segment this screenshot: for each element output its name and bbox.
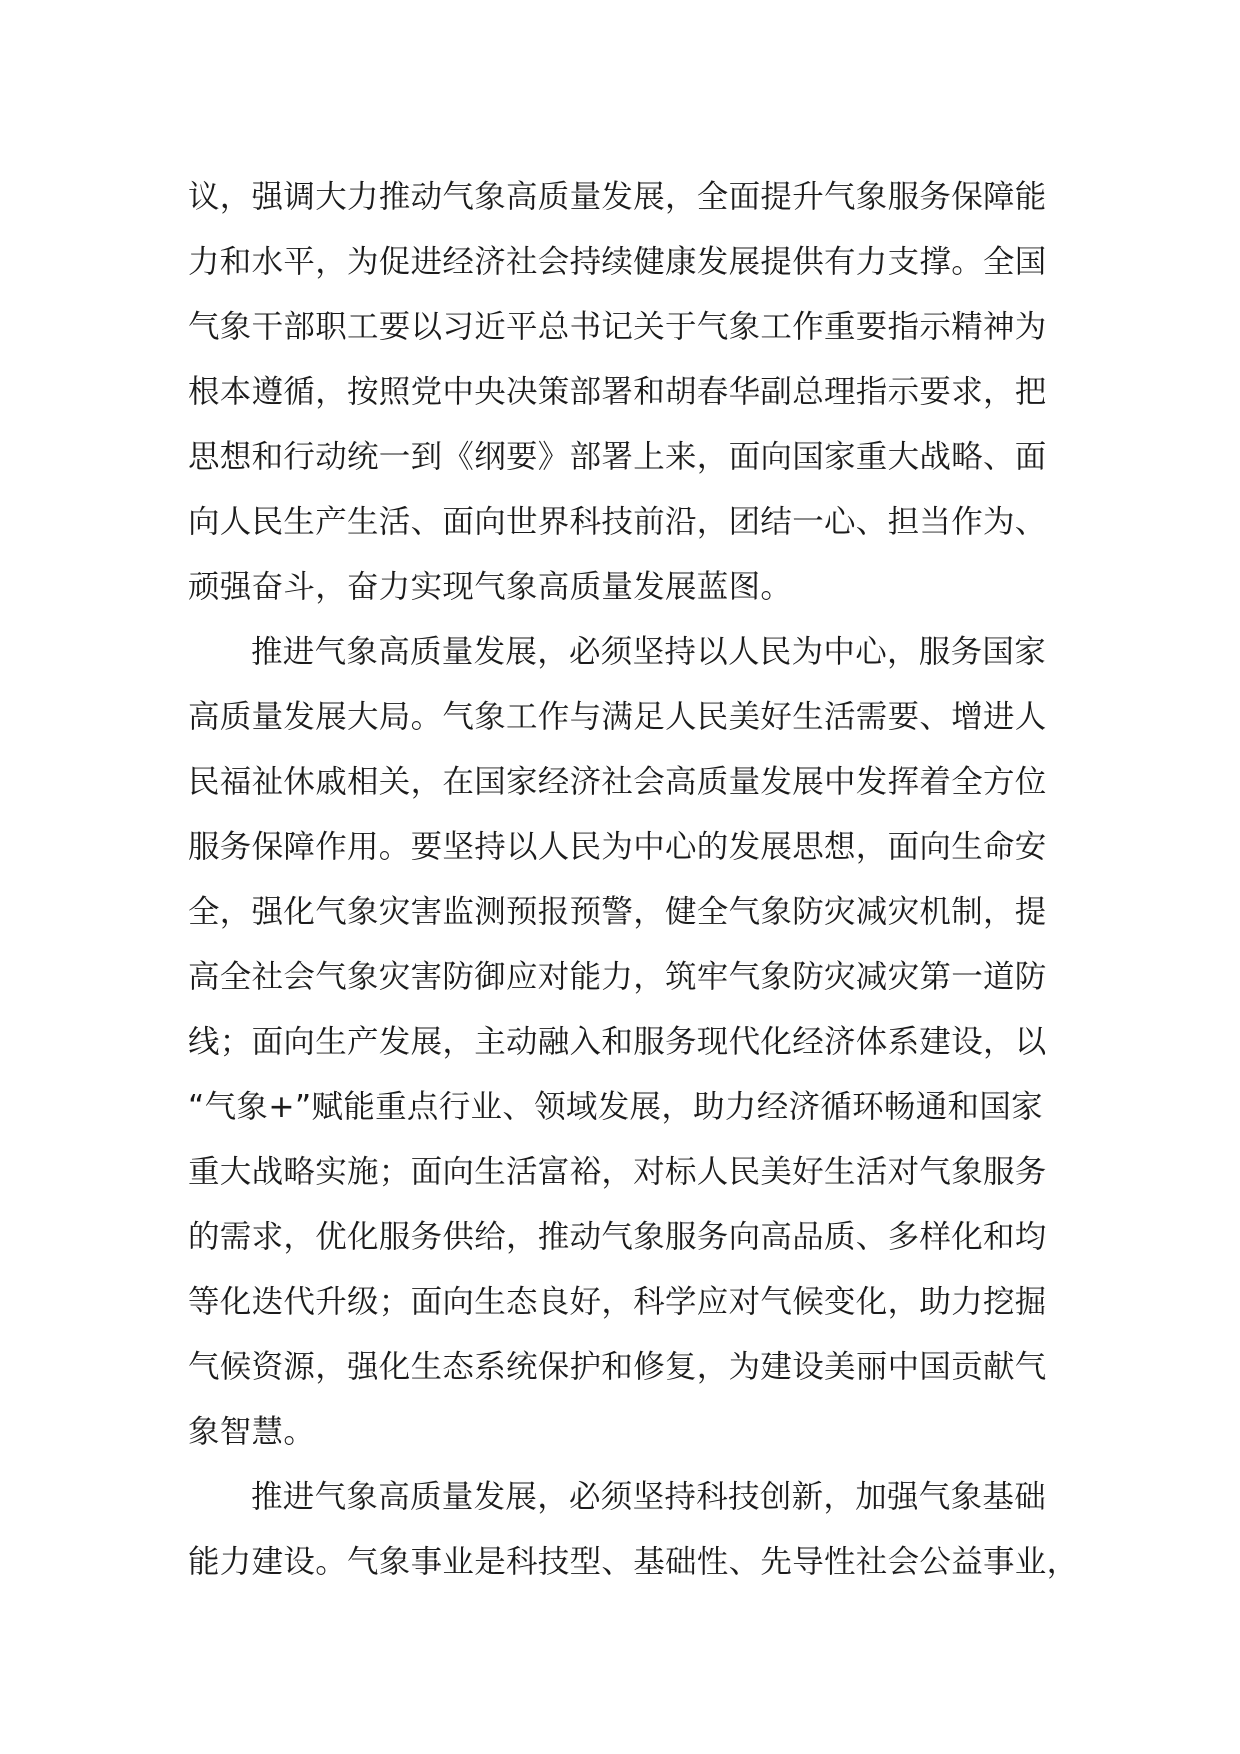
text-line: 思想和行动统一到《纲要》部署上来，面向国家重大战略、面: [188, 439, 1047, 475]
text-line: 高全社会气象灾害防御应对能力，筑牢气象防灾减灾第一道防: [188, 959, 1047, 995]
text-line: 议，强调大力推动气象高质量发展，全面提升气象服务保障能: [188, 179, 1047, 215]
text-line: 向人民生产生活、面向世界科技前沿，团结一心、担当作为、: [188, 504, 1047, 540]
paragraph-first-line: 推进气象高质量发展，必须坚持科技创新，加强气象基础: [251, 1479, 1047, 1515]
text-line: 力和水平，为促进经济社会持续健康发展提供有力支撑。全国: [188, 244, 1047, 280]
text-line: 等化迭代升级；面向生态良好，科学应对气候变化，助力挖掘: [188, 1284, 1047, 1320]
text-line: 顽强奋斗，奋力实现气象高质量发展蓝图。: [188, 569, 793, 605]
paragraph-first-line: 推进气象高质量发展，必须坚持以人民为中心，服务国家: [251, 634, 1047, 670]
text-line: 重大战略实施；面向生活富裕，对标人民美好生活对气象服务: [188, 1154, 1047, 1190]
body-text: [188, 165, 1079, 1595]
text-line: 气候资源，强化生态系统保护和修复，为建设美丽中国贡献气: [188, 1349, 1047, 1385]
text-line: “气象+”赋能重点行业、领域发展，助力经济循环畅通和国家: [188, 1089, 1043, 1125]
text-line: 的需求，优化服务供给，推动气象服务向高品质、多样化和均: [188, 1219, 1047, 1255]
text-line: 服务保障作用。要坚持以人民为中心的发展思想，面向生命安: [188, 829, 1047, 865]
text-line: 民福祉休戚相关，在国家经济社会高质量发展中发挥着全方位: [188, 764, 1047, 800]
text-line: 线；面向生产发展，主动融入和服务现代化经济体系建设，以: [188, 1024, 1047, 1060]
text-line: 象智慧。: [188, 1414, 316, 1450]
text-line: 气象干部职工要以习近平总书记关于气象工作重要指示精神为: [188, 309, 1047, 345]
text-line: 全，强化气象灾害监测预报预警，健全气象防灾减灾机制，提: [188, 894, 1047, 930]
text-line: 根本遵循，按照党中央决策部署和胡春华副总理指示要求，把: [188, 374, 1047, 410]
text-line: 高质量发展大局。气象工作与满足人民美好生活需要、增进人: [188, 699, 1047, 735]
text-line: 能力建设。气象事业是科技型、基础性、先导性社会公益事业，: [188, 1544, 1079, 1580]
